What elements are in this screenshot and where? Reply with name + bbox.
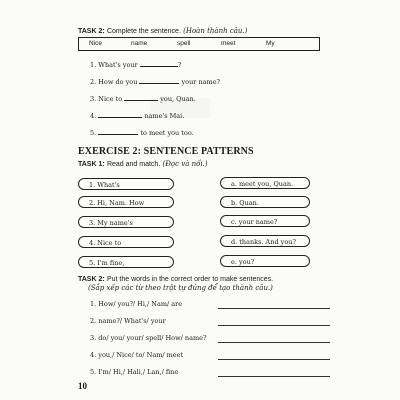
match-right-item-e[interactable]: e. you? — [220, 255, 310, 267]
task-2b-heading — [78, 275, 273, 283]
answer-line[interactable] — [218, 308, 330, 309]
answer-blank[interactable] — [140, 60, 178, 67]
task-1-heading — [78, 160, 208, 168]
task-1-label: TASK 1: — [78, 161, 105, 168]
reorder-item-3: 3. do/ you/ your/ spell/ How/ name? — [90, 334, 207, 342]
word-bank-word: My — [266, 40, 275, 47]
task-2b-instruction: Put the words in the correct order to make sentences. — [106, 276, 274, 283]
task-2-label: TASK 2: — [78, 28, 105, 35]
fill-item-3: 3. Nice to you, Quan. — [90, 95, 196, 103]
task-2b-label: TASK 2: — [78, 276, 105, 283]
word-bank-word: spell — [177, 40, 191, 47]
task-2-translation: (Hoàn thành câu.) — [183, 27, 248, 35]
word-bank-word: meet — [221, 40, 236, 47]
fill-item-4: 4. name's Mai. — [90, 112, 185, 120]
task-1-translation: (Đọc và nối.) — [162, 160, 208, 168]
reorder-item-4: 4. you,/ Nice/ to/ Nam/ meet — [90, 351, 184, 359]
answer-line[interactable] — [218, 342, 330, 343]
answer-line[interactable] — [218, 325, 330, 326]
match-right-item-c[interactable]: c. your name? — [220, 215, 310, 227]
fill-item-1: 1. What's your ? — [90, 61, 182, 69]
task-1-instruction: Read and match. — [106, 161, 161, 168]
fill-item-5: 5. to meet you too. — [90, 129, 194, 137]
match-left-item-4[interactable]: 4. Nice to — [78, 236, 174, 248]
exercise-2-title: EXERCISE 2: SENTENCE PATTERNS — [78, 146, 254, 157]
reorder-item-2: 2. name?/ What's/ your — [90, 317, 166, 325]
word-bank-box — [78, 37, 320, 51]
reorder-item-1: 1. How/ you?/ Hi,/ Nam/ are — [90, 300, 183, 308]
match-right-item-b[interactable]: b. Quan. — [220, 196, 310, 208]
answer-blank[interactable] — [98, 111, 142, 118]
match-left-item-3[interactable]: 3. My name's — [78, 216, 174, 228]
task-2b-translation: (Sắp xếp các từ theo trật tự đúng để tạo thành câu.) — [88, 284, 273, 292]
word-bank-word: Nice — [89, 40, 103, 47]
answer-blank[interactable] — [124, 94, 158, 101]
answer-blank[interactable] — [139, 77, 179, 84]
match-left-item-5[interactable]: 5. I'm fine, — [78, 256, 174, 268]
match-right-item-a[interactable]: a. meet you, Quan. — [220, 177, 310, 189]
answer-line[interactable] — [218, 376, 330, 377]
fill-item-2: 2. How do you your name? — [90, 78, 221, 86]
reorder-item-5: 5. I'm/ Hi,/ Hali,/ Lan,/ fine — [90, 368, 179, 376]
task-2-heading — [78, 27, 247, 35]
task-2-instruction: Complete the sentence. — [106, 28, 181, 35]
word-bank-word: name — [131, 40, 148, 47]
match-left-item-2[interactable]: 2. Hi, Nam. How — [78, 196, 174, 208]
answer-line[interactable] — [218, 359, 330, 360]
page-number: 10 — [78, 381, 87, 391]
answer-blank[interactable] — [98, 128, 138, 135]
match-right-item-d[interactable]: d. thanks. And you? — [220, 235, 310, 247]
match-left-item-1[interactable]: 1. What's — [78, 178, 174, 190]
